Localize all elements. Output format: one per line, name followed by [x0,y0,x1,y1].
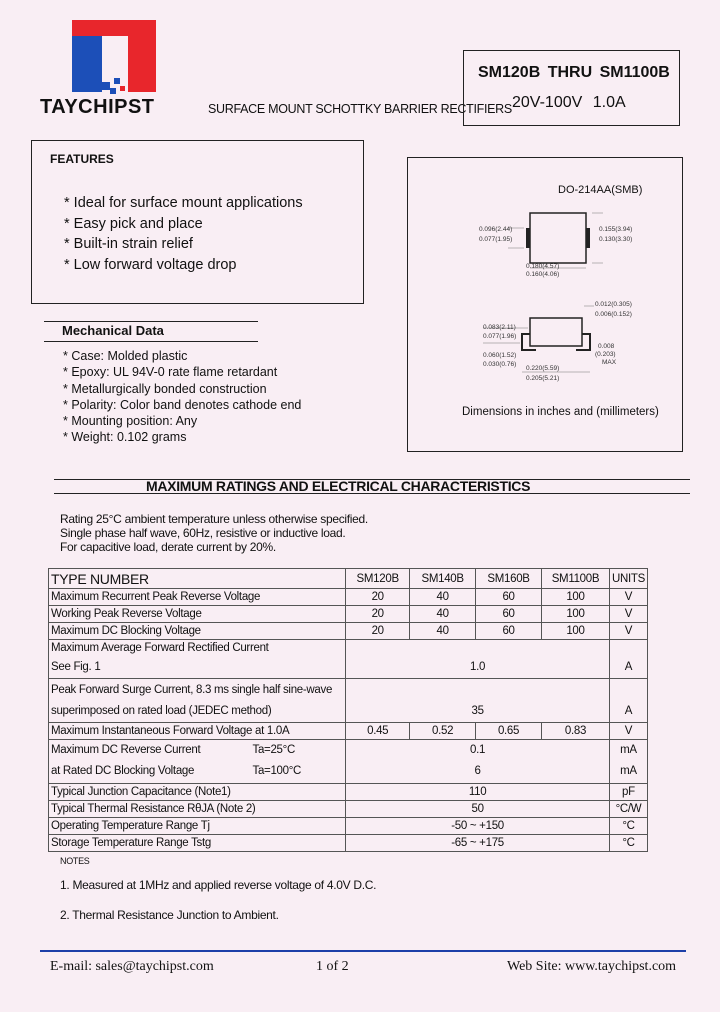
ratings-section-bar [54,479,690,494]
dim-label: 0.205(5.21) [526,375,560,382]
table-cell: °C/W [609,801,647,818]
table-cell: 60 [476,589,542,606]
table-row [49,679,648,701]
dim-label: 0.130(3.30) [599,236,633,243]
table-row [49,801,648,818]
note-item: 1. Measured at 1MHz and applied reverse voltage of 4.0V D.C. [60,878,377,892]
table-cell: superimposed on rated load (JEDEC method) [49,701,346,723]
dim-label: 0.180(4.57) [526,263,560,270]
table-header-cell: UNITS [609,569,647,589]
table-cell: 20 [346,623,410,640]
company-logo [70,18,158,96]
table-header-row [49,569,648,589]
list-item: * Metallurgically bonded construction [63,381,267,396]
table-row [49,723,648,740]
package-body-side-view [530,318,582,346]
table-cell: 110 [346,784,610,801]
ratings-heading: MAXIMUM RATINGS AND ELECTRICAL CHARACTERISTICS [146,478,531,494]
table-cell: 0.83 [542,723,610,740]
dim-label: 0.060(1.52) [483,352,517,359]
list-item: * Low forward voltage drop [64,256,237,273]
table-cell: °C [609,818,647,835]
table-cell: Maximum Instantaneous Forward Voltage at 1.0A [49,723,346,740]
footer-email: E-mail: sales@taychipst.com [50,959,214,974]
table-cell: 100 [542,623,610,640]
notes-section [60,856,376,922]
table-cell: 0.52 [410,723,476,740]
logo-mark-icon [70,18,158,96]
dim-label: (0.203) [595,351,616,358]
table-cell: Working Peak Reverse Voltage [49,606,346,623]
table-row [49,589,648,606]
table-cell: °C [609,835,647,852]
table-cell: 20 [346,606,410,623]
table-cell: V [609,623,647,640]
table-cell: 60 [476,606,542,623]
table-cell [49,760,346,784]
table-cell: Operating Temperature Range Tj [49,818,346,835]
brand-name: TAYCHIPST [40,96,155,118]
dim-label: 0.220(5.59) [526,365,560,372]
dim-label: 0.008 [598,343,615,350]
table-cell [609,679,647,701]
table-row [49,818,648,835]
table-cell: -65 ~ +175 [346,835,610,852]
table-row [49,623,648,640]
footer-website: Web Site: www.taychipst.com [507,959,677,974]
dim-label: 0.006(0.152) [595,311,632,318]
table-header-cell: SM140B [410,569,476,589]
table-row [49,784,648,801]
table-cell: -50 ~ +150 [346,818,610,835]
table-cell: A [609,701,647,723]
table-cell: Peak Forward Surge Current, 8.3 ms single half sine-wave [49,679,346,701]
dim-label: 0.077(1.95) [479,236,513,243]
table-cell: 100 [542,606,610,623]
features-section [31,140,364,304]
mechanical-list [63,348,301,446]
table-header-cell: SM160B [476,569,542,589]
features-list [64,193,303,275]
table-cell: Maximum Average Forward Rectified Current [49,640,346,657]
note-item: 2. Thermal Resistance Junction to Ambient. [60,908,279,922]
list-item: * Epoxy: UL 94V-0 rate flame retardant [63,365,278,380]
row-label: Maximum DC Reverse Current [51,743,201,756]
table-row [49,760,648,784]
table-cell: 40 [410,589,476,606]
part-range-title: SM120B THRU SM1100B [478,64,670,81]
notes-heading: NOTES [60,856,90,866]
table-row [49,606,648,623]
table-cell: 6 [346,760,610,784]
table-cell: Maximum DC Blocking Voltage [49,623,346,640]
list-item: * Weight: 0.102 grams [63,430,187,445]
dim-label: MAX [602,359,617,366]
table-cell [609,640,647,657]
table-cell: Typical Junction Capacitance (Note1) [49,784,346,801]
table-cell: 40 [410,606,476,623]
voltage-current-rating: 20V-100V 1.0A [512,94,626,111]
table-cell: 50 [346,801,610,818]
dim-label: 0.083(2.11) [483,324,516,331]
ratings-table [48,568,648,852]
condition-line: Rating 25°C ambient temperature unless otherwise specified. [60,512,368,526]
list-item: * Case: Molded plastic [63,349,188,363]
part-number-box [463,50,680,126]
row-label: at Rated DC Blocking Voltage [51,765,195,778]
list-item: * Ideal for surface mount applications [64,195,303,211]
table-cell: 40 [410,623,476,640]
list-item: * Polarity: Color band denotes cathode end [63,397,302,412]
dim-label: 0.155(3.94) [599,226,633,233]
package-name: DO-214AA(SMB) [558,184,643,196]
table-cell: pF [609,784,647,801]
table-header-cell: SM120B [346,569,410,589]
table-cell: 60 [476,623,542,640]
product-subtitle: SURFACE MOUNT SCHOTTKY BARRIER RECTIFIERS [208,102,512,116]
features-heading: FEATURES [50,152,114,166]
row-condition: Ta=25°C [252,743,295,756]
footer-page-number: 1 of 2 [316,959,349,974]
table-cell [346,679,610,701]
footer-divider [40,950,686,952]
dim-label: 0.012(0.305) [595,301,632,308]
list-item: * Easy pick and place [64,215,203,232]
mechanical-heading: Mechanical Data [44,321,258,342]
table-cell [49,740,346,760]
table-cell: Typical Thermal Resistance RθJA (Note 2) [49,801,346,818]
dim-label: 0.077(1.96) [483,333,517,340]
table-cell [346,640,610,657]
package-outline-box [407,157,683,452]
table-header-cell: SM1100B [542,569,610,589]
dimensions-note: Dimensions in inches and (millimeters) [462,406,659,418]
table-cell: mA [609,760,647,784]
row-condition: Ta=100°C [252,765,302,778]
table-row [49,701,648,723]
table-cell: 0.65 [476,723,542,740]
table-cell: 0.45 [346,723,410,740]
table-cell: A [609,657,647,679]
list-item: * Mounting position: Any [63,414,198,429]
table-cell: 1.0 [346,657,610,679]
table-cell: Maximum Recurrent Peak Reverse Voltage [49,589,346,606]
table-cell: 0.1 [346,740,610,760]
table-row [49,657,648,679]
condition-line: For capacitive load, derate current by 20%. [60,540,276,554]
dim-label: 0.096(2.44) [479,226,513,233]
table-cell: V [609,606,647,623]
table-cell: 100 [542,589,610,606]
table-cell: 35 [346,701,610,723]
list-item: * Built-in strain relief [64,236,193,252]
table-row [49,835,648,852]
dim-label: 0.030(0.76) [483,361,517,368]
condition-line: Single phase half wave, 60Hz, resistive or inductive load. [60,526,346,540]
table-header-cell: TYPE NUMBER [49,569,346,589]
table-row [49,640,648,657]
table-row [49,740,648,760]
table-cell: V [609,723,647,740]
table-cell: mA [609,740,647,760]
table-cell: See Fig. 1 [49,657,346,679]
package-body-top-view [530,213,586,263]
dim-label: 0.160(4.06) [526,271,560,278]
table-cell: Storage Temperature Range Tstg [49,835,346,852]
table-cell: V [609,589,647,606]
table-cell: 20 [346,589,410,606]
rating-conditions [60,512,368,554]
